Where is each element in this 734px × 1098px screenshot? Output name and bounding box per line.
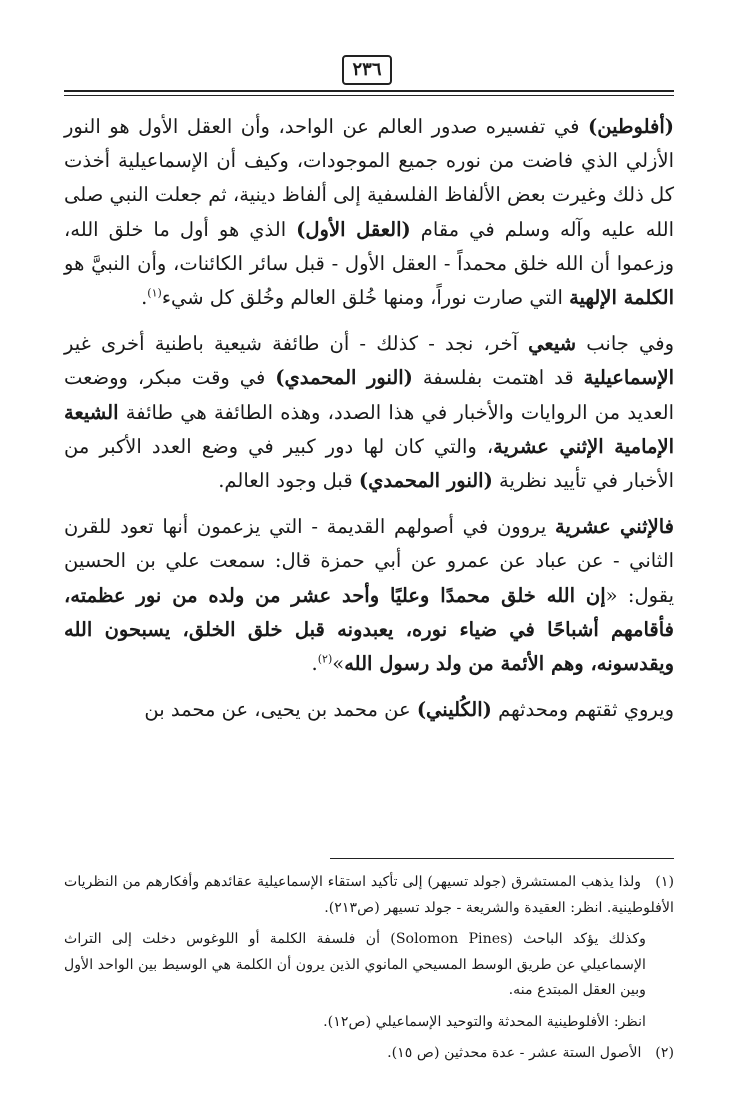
text-run: . [311,652,318,676]
text-run: يروون في أصولهم القديمة - التي يزعمون أنها تعود للقرن الثاني - عن عباد عن عمرو عن أبي حمزة قال: سمعت علي بن الحسين يقول: « [64,515,674,607]
header-rule [64,90,674,92]
footnotes [64,870,674,1073]
footnote-1 [64,870,674,921]
bold-text: فالإثني عشرية [555,515,674,539]
paragraph-1 [64,110,674,315]
text-run: الذي هو أول ما خلق الله، وزعموا أن الله خلق محمداً - العقل الأول - قبل سائر الكائنات، وأن النبيَّ هو [64,217,674,275]
footnote-2-text: الأصول الستة عشر - عدة محدثين (ص ١٥). [387,1045,642,1061]
paragraph-3 [64,510,674,681]
footnote-1-paragraph-2: وكذلك يؤكد الباحث (Solomon Pines) أن فلسفة الكلمة أو اللوغوس دخلت إلى التراث الإسماعيلي عن طريق الوسط المسيحي المانوي الذين يرون أن الكلمة هي الوسيط بين الواحد الأول وبين العقل المبتدع منه. [64,931,646,998]
bold-text: إن الله خلق محمدًا وعليًا وأحد عشر من ولده من نور عظمته، فأقامهم أشباحًا في ضياء نوره، يعبدونه قبل خلق الخلق، يسبحون الله ويقدسونه، وهم الأئمة من ولد رسول الله [64,583,674,676]
bold-text: الكلمة الإلهية [569,286,674,310]
text-run: قد اهتمت بفلسفة [412,366,584,390]
paragraph-4 [64,693,674,727]
text-run: آخر، نجد - كذلك - أن طائفة شيعية باطنية أخرى غير [64,332,529,356]
footnote-1-paragraph-3: انظر: الأفلوطينية المحدثة والتوحيد الإسماعيلي (ص١٢). [323,1013,646,1030]
text-run: ، والتي كان لها دور كبير في وضع العدد الأكبر من الأخبار في تأييد نظرية [64,434,674,493]
bold-text: الإسماعيلية [583,366,675,390]
page-number-frame [0,55,734,85]
bold-text: (الكُليني) [416,698,492,722]
text-run: التي صارت نوراً، ومنها خُلق العالم وخُلق كل شيء [161,286,570,310]
footnote-2-number: (٢) [655,1045,674,1061]
footnote-2 [64,1041,674,1067]
text-run: قبل وجود العالم. [218,469,359,493]
bold-text: الشيعة الإمامية الإثني عشرية [64,400,675,458]
text-run: ويروي ثقتهم ومحدثهم [491,698,674,722]
page-number: ٢٣٦ [342,55,391,85]
paragraph-2 [64,327,674,498]
footnote-reference[interactable]: (١) [147,286,162,300]
bold-text: (العقل الأول) [296,217,411,241]
text-run: في وقت مبكر، ووضعت العديد من الروايات والأخبار في هذا الصدد، وهذه الطائفة هي طائفة [64,366,674,424]
bold-text: (النور المحمدي) [275,366,413,390]
main-text [64,110,674,739]
bold-text: (أفلوطين) [588,115,674,138]
footnote-separator [330,858,674,859]
bold-text: شيعي [528,332,577,356]
text-run: » [332,652,345,676]
text-run: وفي جانب [576,332,674,356]
header-rule-thin [64,95,674,96]
text-run: . [141,286,148,310]
footnote-reference[interactable]: (٢) [317,652,333,666]
text-run: في تفسيره صدور العالم عن الواحد، وأن العقل الأول هو النور الأزلي الذي فاضت من نوره جميع الموجودات، وكيف أن الإسماعيلية أخذت كل ذلك وغيرت بعض الألفاظ الفلسفية إلى ألفاظ دينية، ثم جعلت النبي صلى الله عليه وآله وسلم في مقام [64,115,674,241]
text-run: عن محمد بن يحيى، عن محمد بن [144,698,417,722]
footnote-1-text: ولذا يذهب المستشرق (جولد تسيهر) إلى تأكيد استقاء الإسماعيلية عقائدهم وأفكارهم من النظريات الأفلوطينية. انظر: العقيدة والشريعة - جولد تسيهر (ص٢١٣). [64,874,674,916]
footnote-1-number: (١) [655,874,675,890]
bold-text: (النور المحمدي) [358,469,493,493]
